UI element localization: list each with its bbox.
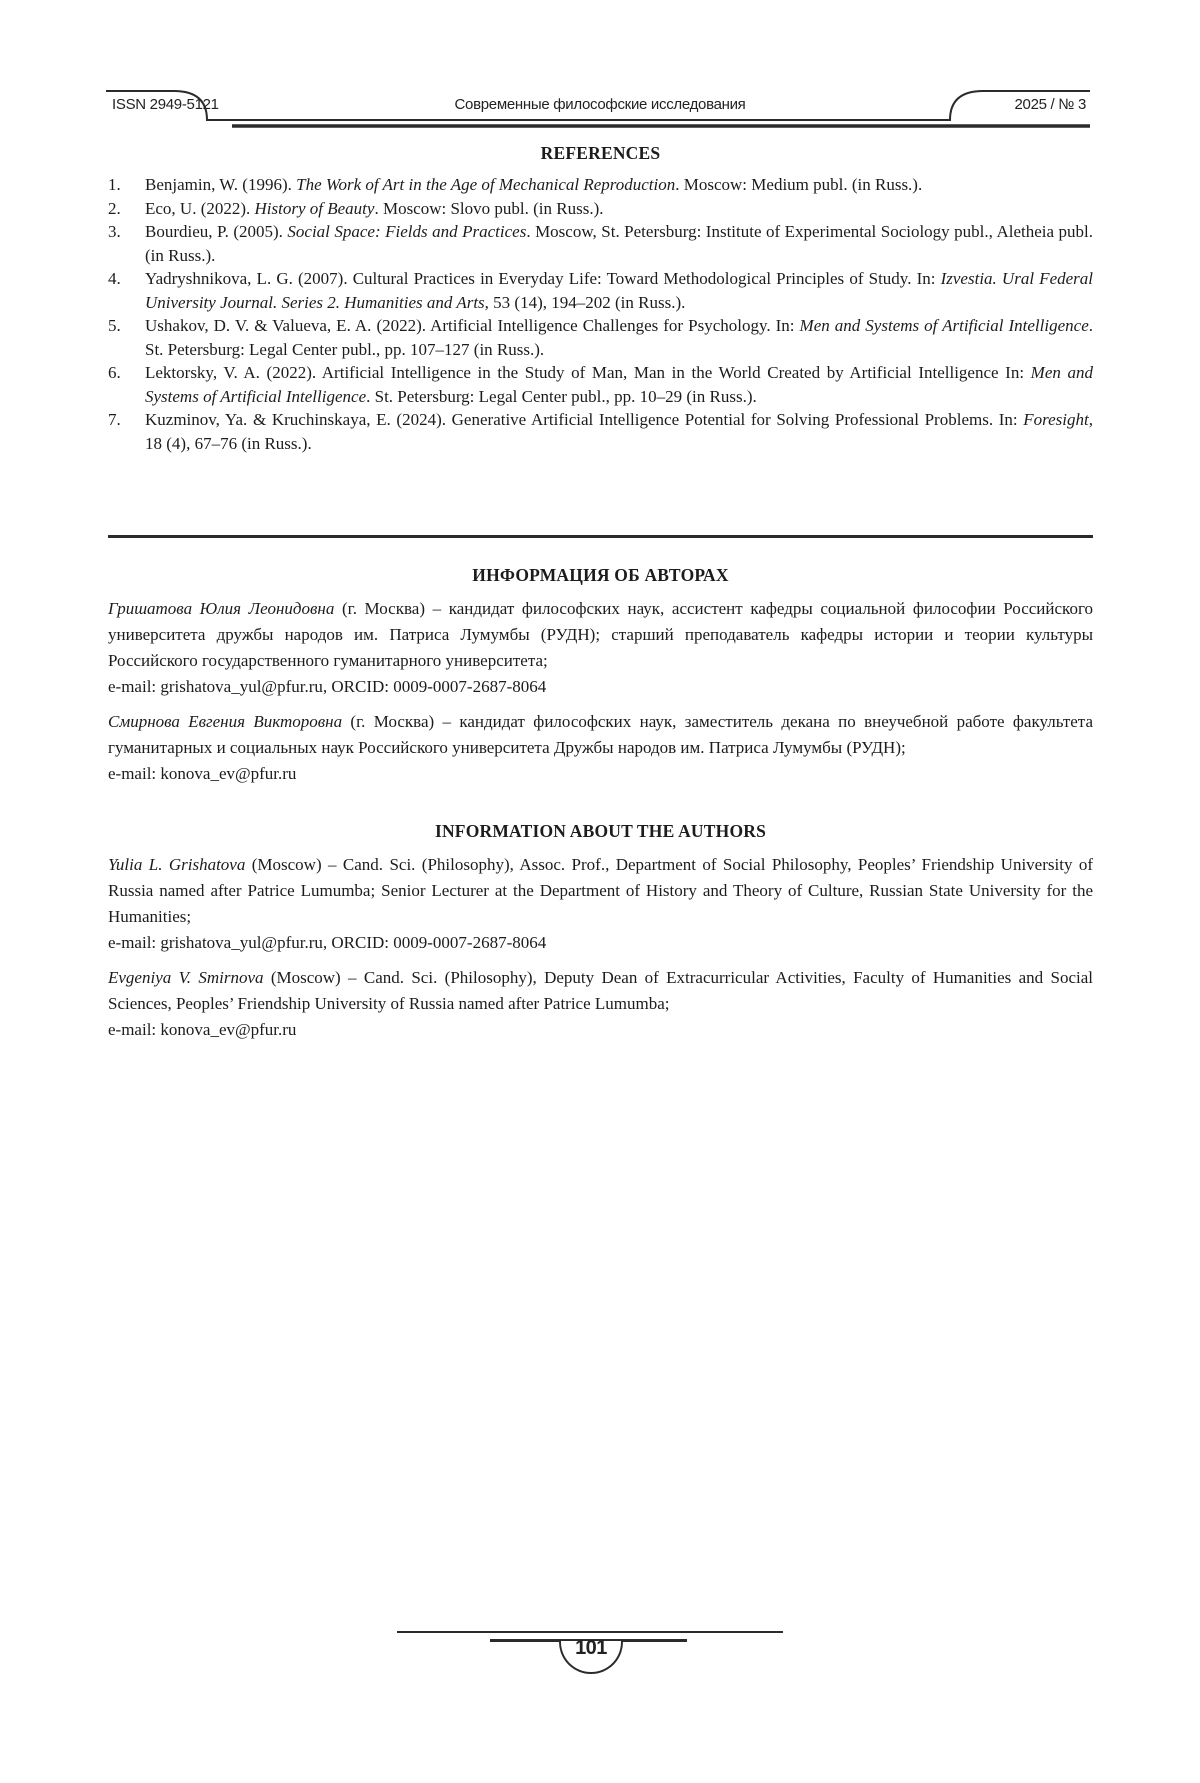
references-heading: REFERENCES bbox=[540, 143, 661, 163]
authors-en-section bbox=[108, 852, 1093, 1043]
author-paragraph: Гришатова Юлия Леонидовна (г. Москва) – кандидат философских наук, ассистент кафедры социальной философии Российского университета дружбы народов им. Патриса Лумумбы (РУДН); старший преподаватель кафедры истории и теории культуры Российского государственного гуманитарного университета; bbox=[108, 599, 1093, 670]
author-info-en-smirnova bbox=[108, 965, 1093, 1043]
reference-text: Benjamin, W. (1996). The Work of Art in the Age of Mechanical Reproduction. Moscow: Medium publ. (in Russ.). bbox=[145, 175, 923, 194]
reference-item bbox=[108, 267, 1093, 314]
reference-text: Yadryshnikova, L. G. (2007). Cultural Practices in Everyday Life: Toward Methodological Principles of Study. In: Izvestia. Ural Federal University Journal. Series 2. Humanities and Arts, 53 (14), 194–202 (in Russ.). bbox=[145, 269, 1093, 312]
reference-number: 5. bbox=[108, 316, 121, 335]
reference-item bbox=[108, 197, 1093, 221]
reference-number: 6. bbox=[108, 363, 121, 382]
authors-ru-heading: ИНФОРМАЦИЯ ОБ АВТОРАХ bbox=[472, 565, 729, 585]
reference-item bbox=[108, 361, 1093, 408]
reference-number: 3. bbox=[108, 222, 121, 241]
reference-number: 1. bbox=[108, 175, 121, 194]
references-list bbox=[108, 173, 1093, 455]
page-number-badge bbox=[559, 1637, 623, 1674]
reference-text: Ushakov, D. V. & Valueva, E. A. (2022). Artificial Intelligence Challenges for Psychology. In: Men and Systems of Artificial Intelligence. St. Petersburg: Legal Center publ., pp. 107–127 (in Russ.). bbox=[145, 316, 1093, 359]
reference-item bbox=[108, 408, 1093, 455]
section-divider bbox=[108, 535, 1093, 538]
journal-title: Современные философские исследования bbox=[454, 96, 746, 113]
author-email: e-mail: grishatova_yul@pfur.ru, ORCID: 0009-0007-2687-8064 bbox=[108, 933, 547, 952]
author-info-ru-grishatova bbox=[108, 596, 1093, 700]
reference-text: Lektorsky, V. A. (2022). Artificial Intelligence in the Study of Man, Man in the World Created by Artificial Intelligence In: Men and Systems of Artificial Intelligence. St. Petersburg: Legal Center publ., pp. 10–29 (in Russ.). bbox=[145, 363, 1093, 406]
issn-label: ISSN 2949-5121 bbox=[112, 96, 219, 113]
reference-text: Kuzminov, Ya. & Kruchinskaya, E. (2024). Generative Artificial Intelligence Potential for Solving Professional Problems. In: Foresight, 18 (4), 67–76 (in Russ.). bbox=[145, 410, 1093, 453]
reference-item bbox=[108, 220, 1093, 267]
authors-en-heading: INFORMATION ABOUT THE AUTHORS bbox=[434, 821, 767, 841]
author-email: e-mail: grishatova_yul@pfur.ru, ORCID: 0009-0007-2687-8064 bbox=[108, 677, 547, 696]
author-paragraph: Смирнова Евгения Викторовна (г. Москва) – кандидат философских наук, заместитель декана по внеучебной работе факультета гуманитарных и социальных наук Российского университета Дружбы народов им. Патриса Лумумбы (РУДН); bbox=[108, 712, 1093, 757]
author-paragraph: Evgeniya V. Smirnova (Moscow) – Cand. Sci. (Philosophy), Deputy Dean of Extracurricular Activities, Faculty of Humanities and Social Sciences, Peoples’ Friendship University of Russia named after Patrice Lumumba; bbox=[108, 968, 1093, 1013]
author-info-en-grishatova bbox=[108, 852, 1093, 956]
reference-item bbox=[108, 314, 1093, 361]
reference-number: 4. bbox=[108, 269, 121, 288]
author-email: e-mail: konova_ev@pfur.ru bbox=[108, 764, 297, 783]
author-info-ru-smirnova bbox=[108, 709, 1093, 787]
page-content bbox=[108, 0, 1093, 1052]
reference-text: Eco, U. (2022). History of Beauty. Moscow: Slovo publ. (in Russ.). bbox=[145, 198, 604, 218]
reference-item bbox=[108, 173, 1093, 197]
footer-rule-long bbox=[397, 1631, 783, 1633]
page-number: 101 bbox=[575, 1637, 607, 1659]
reference-text: Bourdieu, P. (2005). Social Space: Fields and Practices. Moscow, St. Petersburg: Institute of Experimental Sociology publ., Aletheia publ. (in Russ.). bbox=[145, 222, 1094, 265]
reference-number: 7. bbox=[108, 410, 121, 429]
issue-label: 2025 / № 3 bbox=[1014, 96, 1086, 113]
authors-ru-section bbox=[108, 596, 1093, 787]
author-email: e-mail: konova_ev@pfur.ru bbox=[108, 1020, 297, 1039]
reference-number: 2. bbox=[108, 198, 121, 218]
author-paragraph: Yulia L. Grishatova (Moscow) – Cand. Sci. (Philosophy), Assoc. Prof., Department of Social Philosophy, Peoples’ Friendship University of Russia named after Patrice Lumumba; Senior Lecturer at the Department of History and Theory of Culture, Russian State University for the Humanities; bbox=[108, 855, 1093, 926]
